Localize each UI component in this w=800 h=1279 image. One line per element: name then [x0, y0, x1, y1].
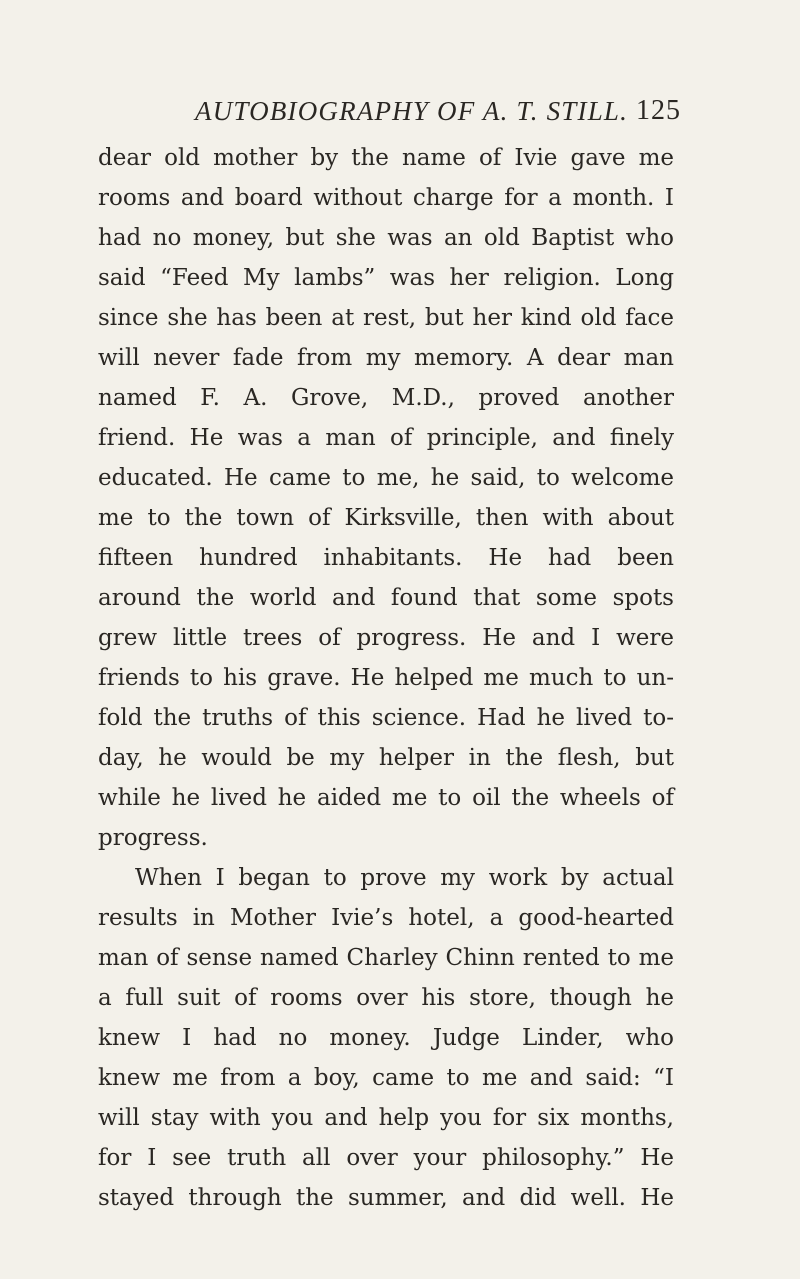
text-line: progress.: [98, 825, 208, 851]
text-line: man of sense named Charley Chinn rented to me: [98, 945, 674, 971]
text-line: fold the truths of this science. Had he lived to-: [98, 705, 674, 731]
text-line: a full suit of rooms over his store, though he: [98, 985, 674, 1011]
text-line: fifteen hundred inhabitants. He had been: [98, 545, 674, 571]
text-line: friends to his grave. He helped me much to un-: [98, 665, 674, 691]
text-line: me to the town of Kirksville, then with about: [98, 505, 674, 531]
text-line: knew I had no money. Judge Linder, who: [98, 1025, 674, 1051]
text-line: grew little trees of progress. He and I were: [98, 625, 674, 651]
text-line: for I see truth all over your philosophy.” He: [98, 1145, 674, 1171]
page-number: 125: [636, 95, 681, 126]
text-line: will stay with you and help you for six months,: [98, 1105, 674, 1131]
text-line: friend. He was a man of principle, and finely: [98, 425, 674, 451]
text-line: educated. He came to me, he said, to welcome: [98, 465, 674, 491]
text-line: results in Mother Ivie’s hotel, a good-hearted: [98, 905, 674, 931]
running-head: AUTOBIOGRAPHY OF A. T. STILL.: [195, 96, 629, 126]
text-line: When I began to prove my work by actual: [135, 865, 674, 891]
text-line: since she has been at rest, but her kind old face: [98, 305, 674, 331]
text-line: dear old mother by the name of Ivie gave me: [98, 145, 674, 171]
text-line: while he lived he aided me to oil the wheels of: [98, 785, 674, 811]
text-line: day, he would be my helper in the flesh, but: [98, 745, 674, 771]
text-line: stayed through the summer, and did well. He: [98, 1185, 674, 1211]
text-line: said “Feed My lambs” was her religion. Long: [98, 265, 674, 291]
text-line: knew me from a boy, came to me and said: “I: [98, 1065, 674, 1091]
text-line: around the world and found that some spots: [98, 585, 674, 611]
text-line: had no money, but she was an old Baptist who: [98, 225, 674, 251]
text-line: will never fade from my memory. A dear man: [98, 345, 674, 371]
text-line: rooms and board without charge for a month. I: [98, 185, 674, 211]
text-line: named F. A. Grove, M.D., proved another: [98, 385, 674, 411]
